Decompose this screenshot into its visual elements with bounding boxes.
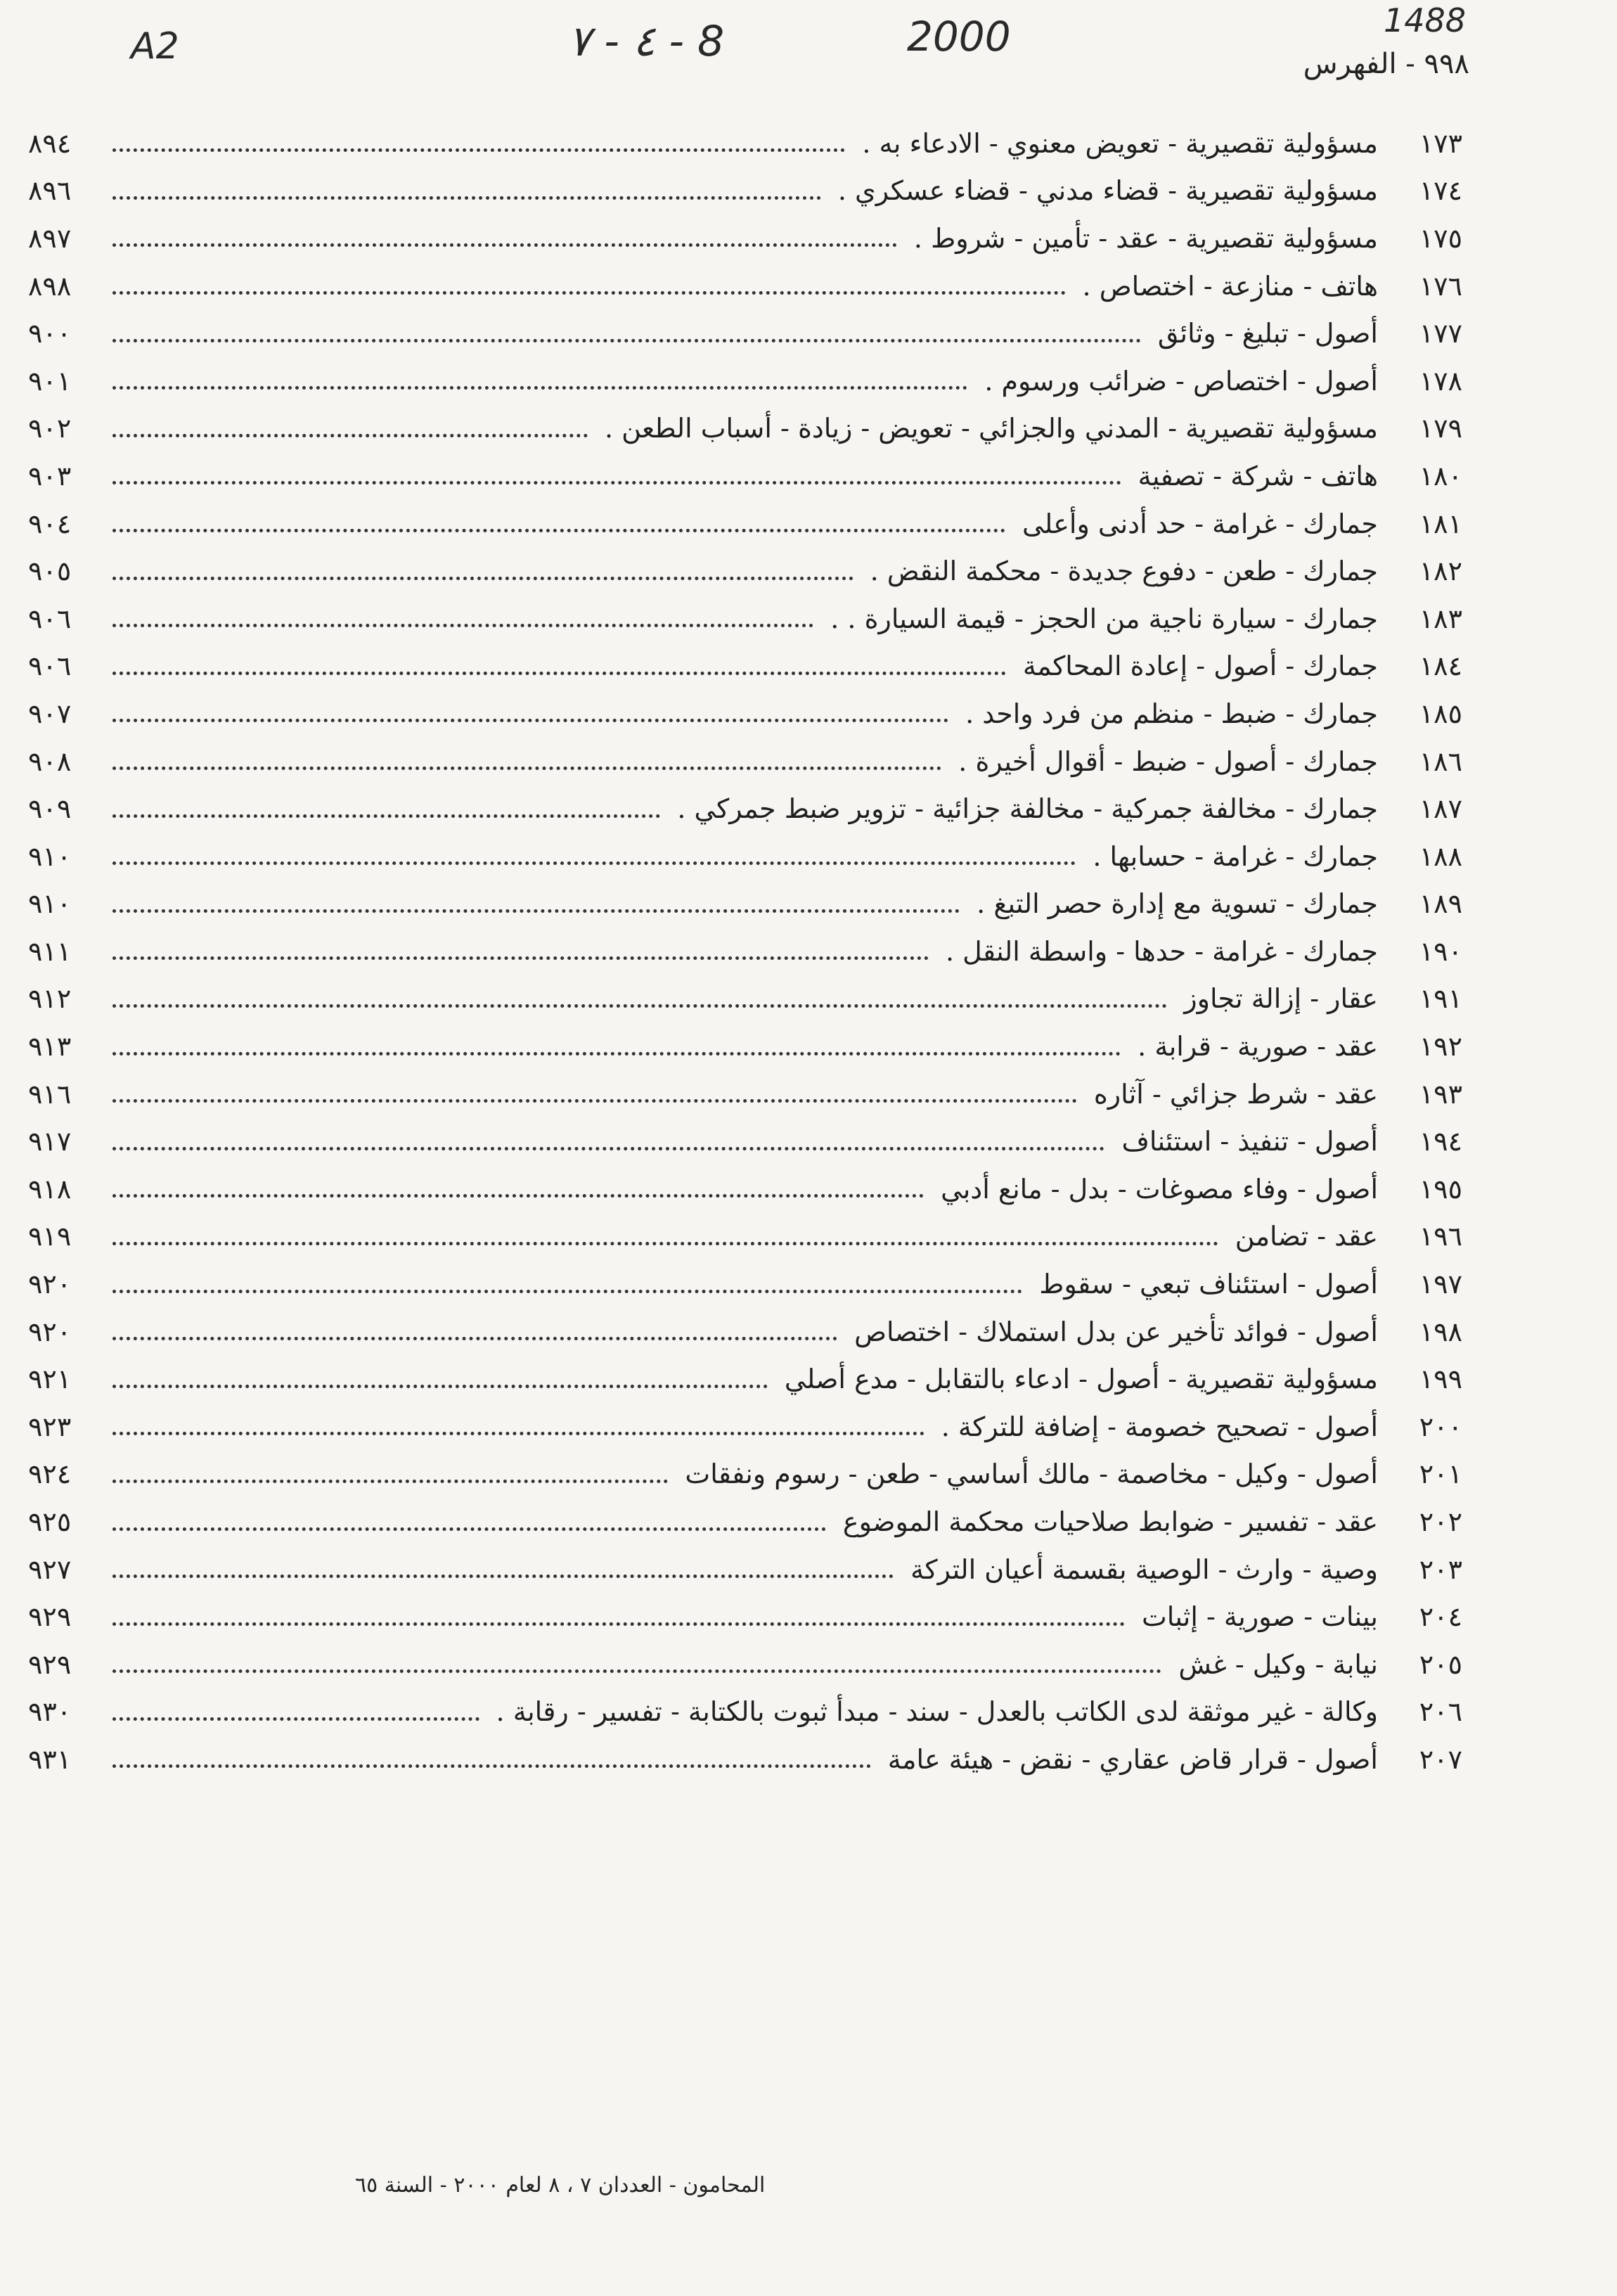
entry-page-number: ٨٩٦ <box>28 175 72 207</box>
dot-leader <box>112 1432 925 1435</box>
entry-page-number: ٩٠٥ <box>28 556 72 587</box>
index-entry <box>28 1641 1462 1688</box>
index-entry <box>28 309 1462 357</box>
dot-leader <box>112 767 941 770</box>
entry-title: أصول - قرار قاض عقاري - نقض - هيئة عامة <box>887 1743 1378 1775</box>
entry-title: أصول - تصحيح خصومة - إضافة للتركة . <box>941 1411 1378 1442</box>
entry-number: ١٧٧ <box>1419 318 1462 349</box>
entry-title: مسؤولية تقصيرية - تعويض معنوي - الادعاء به . <box>862 127 1378 159</box>
index-entry <box>28 1355 1462 1403</box>
entry-title: جمارك - غرامة - حدها - واسطة النقل . <box>945 935 1378 967</box>
index-list <box>28 120 1462 1783</box>
entry-page-number: ٩٠١ <box>28 365 72 397</box>
dot-leader <box>112 1622 1125 1626</box>
index-entry <box>28 1213 1462 1261</box>
dot-leader <box>112 956 929 960</box>
dot-leader <box>112 1480 668 1483</box>
page-footer: المحامون - العددان ٧ ، ٨ لعام ٢٠٠٠ - السنة ٦٥ <box>355 2173 766 2198</box>
entry-number: ١٩٣ <box>1419 1078 1462 1110</box>
entry-title: جمارك - أصول - ضبط - أقوال أخيرة . <box>958 745 1378 777</box>
entry-number: ١٩٦ <box>1419 1221 1462 1252</box>
entry-number: ١٧٩ <box>1419 413 1462 444</box>
entry-number: ١٨٨ <box>1419 840 1462 872</box>
dot-leader <box>112 1764 871 1768</box>
dot-leader <box>112 577 853 580</box>
entry-page-number: ٩٢٤ <box>28 1458 72 1490</box>
entry-number: ١٧٤ <box>1419 175 1462 207</box>
entry-page-number: ٩٠٨ <box>28 745 72 777</box>
entry-title: وكالة - غير موثقة لدى الكاتب بالعدل - سند - مبدأ ثبوت بالكتابة - تفسير - رقابة . <box>496 1696 1378 1728</box>
entry-page-number: ٩٠٤ <box>28 508 72 539</box>
entry-page-number: ٩٣١ <box>28 1743 72 1775</box>
entry-title: هاتف - شركة - تصفية <box>1138 460 1378 492</box>
index-entry <box>28 1308 1462 1356</box>
entry-number: ١٩٢ <box>1419 1031 1462 1063</box>
handwritten-note-year: 2000 <box>907 13 1011 60</box>
entry-page-number: ٩٢١ <box>28 1364 72 1395</box>
entry-number: ١٨٧ <box>1419 793 1462 825</box>
index-entry <box>28 547 1462 595</box>
index-entry <box>28 452 1462 500</box>
entry-page-number: ٩٣٠ <box>28 1696 72 1728</box>
index-entry <box>28 120 1462 167</box>
dot-leader <box>112 814 660 818</box>
dot-leader <box>112 1147 1104 1150</box>
entry-title: جمارك - مخالفة جمركية - مخالفة جزائية - تزوير ضبط جمركي . <box>677 793 1378 825</box>
entry-page-number: ٩١٧ <box>28 1126 72 1157</box>
entry-title: أصول - وكيل - مخاصمة - مالك أساسي - طعن - رسوم ونفقات <box>685 1458 1378 1490</box>
entry-title: جمارك - غرامة - حد أدنى وأعلى <box>1022 508 1378 539</box>
dot-leader <box>112 1099 1077 1103</box>
entry-page-number: ٩٠٧ <box>28 698 72 729</box>
entry-title: جمارك - سيارة ناجية من الحجز - قيمة السيارة . . <box>830 603 1378 634</box>
dot-leader <box>112 1669 1161 1673</box>
entry-page-number: ٨٩٨ <box>28 270 72 302</box>
entry-number: ١٨٩ <box>1419 888 1462 920</box>
entry-number: ١٩٧ <box>1419 1269 1462 1300</box>
dot-leader <box>112 196 821 200</box>
index-entry <box>28 690 1462 738</box>
index-entry <box>28 167 1462 215</box>
dot-leader <box>112 624 813 627</box>
entry-title: هاتف - منازعة - اختصاص . <box>1082 270 1378 302</box>
entry-title: جمارك - تسوية مع إدارة حصر التبغ . <box>977 888 1378 920</box>
dot-leader <box>112 1290 1022 1293</box>
entry-page-number: ٩١٣ <box>28 1031 72 1063</box>
dot-leader <box>112 1527 826 1531</box>
entry-title: عقد - تفسير - ضوابط صلاحيات محكمة الموضوع <box>842 1506 1378 1538</box>
entry-number: ٢٠٧ <box>1419 1743 1462 1775</box>
entry-title: عقد - تضامن <box>1235 1221 1378 1252</box>
entry-page-number: ٩٢٠ <box>28 1316 72 1347</box>
entry-number: ٢٠١ <box>1419 1458 1462 1490</box>
index-entry <box>28 1260 1462 1308</box>
entry-number: ١٨٣ <box>1419 603 1462 634</box>
entry-page-number: ٩٢٠ <box>28 1269 72 1300</box>
dot-leader <box>112 481 1121 485</box>
index-entry <box>28 357 1462 405</box>
index-entry <box>28 405 1462 453</box>
entry-title: عقد - صورية - قرابة . <box>1138 1031 1378 1063</box>
entry-number: ١٧٦ <box>1419 270 1462 302</box>
dot-leader <box>112 529 1005 532</box>
entry-number: ٢٠٢ <box>1419 1506 1462 1538</box>
index-entry <box>28 1165 1462 1213</box>
entry-page-number: ٩١٨ <box>28 1173 72 1205</box>
entry-number: ٢٠٣ <box>1419 1553 1462 1585</box>
entry-number: ٢٠٥ <box>1419 1648 1462 1680</box>
entry-page-number: ٩١١ <box>28 935 72 967</box>
index-entry <box>28 785 1462 833</box>
dot-leader <box>112 291 1066 295</box>
entry-page-number: ٨٩٧ <box>28 222 72 254</box>
entry-title: وصية - وارث - الوصية بقسمة أعيان التركة <box>910 1553 1378 1585</box>
entry-title: أصول - فوائد تأخير عن بدل استملاك - اختصاص <box>854 1316 1378 1347</box>
entry-page-number: ٩٢٥ <box>28 1506 72 1538</box>
handwritten-note-a2: A2 <box>131 25 179 68</box>
entry-page-number: ٩٠٣ <box>28 460 72 492</box>
entry-page-number: ٩١٢ <box>28 983 72 1015</box>
entry-number: ١٨٢ <box>1419 556 1462 587</box>
index-entry <box>28 595 1462 643</box>
entry-number: ١٨١ <box>1419 508 1462 539</box>
entry-title: أصول - اختصاص - ضرائب ورسوم . <box>984 365 1378 397</box>
dot-leader <box>112 243 897 247</box>
entry-page-number: ٩٢٩ <box>28 1601 72 1633</box>
index-entry <box>28 880 1462 928</box>
entry-page-number: ٩٠٢ <box>28 413 72 444</box>
index-entry <box>28 975 1462 1023</box>
entry-page-number: ٩٠٦ <box>28 650 72 682</box>
entry-title: جمارك - ضبط - منظم من فرد واحد . <box>965 698 1378 729</box>
entry-number: ١٨٥ <box>1419 698 1462 729</box>
dot-leader <box>112 909 960 913</box>
entry-page-number: ٩٢٧ <box>28 1553 72 1585</box>
index-entry <box>28 643 1462 691</box>
dot-leader <box>112 1337 837 1340</box>
index-entry <box>28 1451 1462 1499</box>
dot-leader <box>112 1242 1218 1245</box>
dot-leader <box>112 1717 479 1721</box>
index-entry <box>28 1546 1462 1593</box>
entry-title: مسؤولية تقصيرية - قضاء مدني - قضاء عسكري . <box>837 175 1378 207</box>
index-entry <box>28 500 1462 548</box>
dot-leader <box>112 148 845 152</box>
index-entry <box>28 1688 1462 1736</box>
entry-number: ١٧٨ <box>1419 365 1462 397</box>
index-entry <box>28 1022 1462 1070</box>
index-entry <box>28 1403 1462 1451</box>
dot-leader <box>112 861 1076 865</box>
dot-leader <box>112 1194 924 1198</box>
entry-title: أصول - تبليغ - وثائق <box>1157 318 1378 349</box>
dot-leader <box>112 1385 768 1388</box>
entry-page-number: ٩١٠ <box>28 888 72 920</box>
entry-title: جمارك - غرامة - حسابها . <box>1093 840 1378 872</box>
index-entry <box>28 262 1462 310</box>
entry-title: أصول - تنفيذ - استئناف <box>1121 1126 1378 1157</box>
entry-page-number: ٨٩٤ <box>28 127 72 159</box>
entry-page-number: ٩٠٦ <box>28 603 72 634</box>
entry-number: ١٨٤ <box>1419 650 1462 682</box>
dot-leader <box>112 1575 894 1578</box>
index-entry <box>28 214 1462 262</box>
entry-title: أصول - وفاء مصوغات - بدل - مانع أدبي <box>941 1173 1378 1205</box>
entry-title: مسؤولية تقصيرية - المدني والجزائي - تعويض - زيادة - أسباب الطعن . <box>604 413 1378 444</box>
index-entry <box>28 1117 1462 1165</box>
entry-number: ١٩٤ <box>1419 1126 1462 1157</box>
entry-page-number: ٩٠٩ <box>28 793 72 825</box>
entry-title: عقد - شرط جزائي - آثاره <box>1093 1078 1378 1110</box>
entry-page-number: ٩٠٠ <box>28 318 72 349</box>
entry-page-number: ٩١٠ <box>28 840 72 872</box>
entry-page-number: ٩٢٣ <box>28 1411 72 1442</box>
dot-leader <box>112 434 588 437</box>
dot-leader <box>112 1004 1167 1008</box>
entry-number: ١٧٣ <box>1419 127 1462 159</box>
entry-title: بينات - صورية - إثبات <box>1141 1601 1378 1633</box>
entry-title: جمارك - طعن - دفوع جديدة - محكمة النقض . <box>870 556 1378 587</box>
entry-number: ١٩٥ <box>1419 1173 1462 1205</box>
entry-page-number: ٩٢٩ <box>28 1648 72 1680</box>
dot-leader <box>112 1052 1121 1056</box>
entry-title: مسؤولية تقصيرية - عقد - تأمين - شروط . <box>913 222 1378 254</box>
index-entry <box>28 1070 1462 1118</box>
handwritten-note-number: 1488 <box>1384 1 1467 39</box>
entry-title: عقار - إزالة تجاوز <box>1184 983 1378 1015</box>
entry-page-number: ٩١٩ <box>28 1221 72 1252</box>
entry-title: أصول - استئناف تبعي - سقوط <box>1039 1269 1378 1300</box>
index-entry <box>28 738 1462 785</box>
dot-leader <box>112 719 948 722</box>
index-entry <box>28 928 1462 975</box>
index-entry <box>28 1736 1462 1783</box>
dot-leader <box>112 386 967 390</box>
entry-number: ١٩٨ <box>1419 1316 1462 1347</box>
handwritten-note-issue: ٤ - ٧ - 8 <box>568 17 725 66</box>
entry-number: ٢٠٦ <box>1419 1696 1462 1728</box>
entry-number: ١٩١ <box>1419 983 1462 1015</box>
index-entry <box>28 1498 1462 1546</box>
index-entry <box>28 833 1462 880</box>
entry-number: ١٨٦ <box>1419 745 1462 777</box>
entry-number: ١٧٥ <box>1419 222 1462 254</box>
entry-number: ١٩٩ <box>1419 1364 1462 1395</box>
page-header: ٩٩٨ - الفهرس <box>1303 48 1469 80</box>
entry-number: ٢٠٠ <box>1419 1411 1462 1442</box>
entry-title: مسؤولية تقصيرية - أصول - ادعاء بالتقابل - مدع أصلي <box>784 1364 1378 1395</box>
entry-number: ١٩٠ <box>1419 935 1462 967</box>
dot-leader <box>112 339 1141 342</box>
entry-title: نيابة - وكيل - غش <box>1178 1648 1378 1680</box>
entry-number: ٢٠٤ <box>1419 1601 1462 1633</box>
entry-page-number: ٩١٦ <box>28 1078 72 1110</box>
dot-leader <box>112 672 1006 675</box>
index-entry <box>28 1593 1462 1641</box>
entry-number: ١٨٠ <box>1419 460 1462 492</box>
entry-title: جمارك - أصول - إعادة المحاكمة <box>1022 650 1378 682</box>
